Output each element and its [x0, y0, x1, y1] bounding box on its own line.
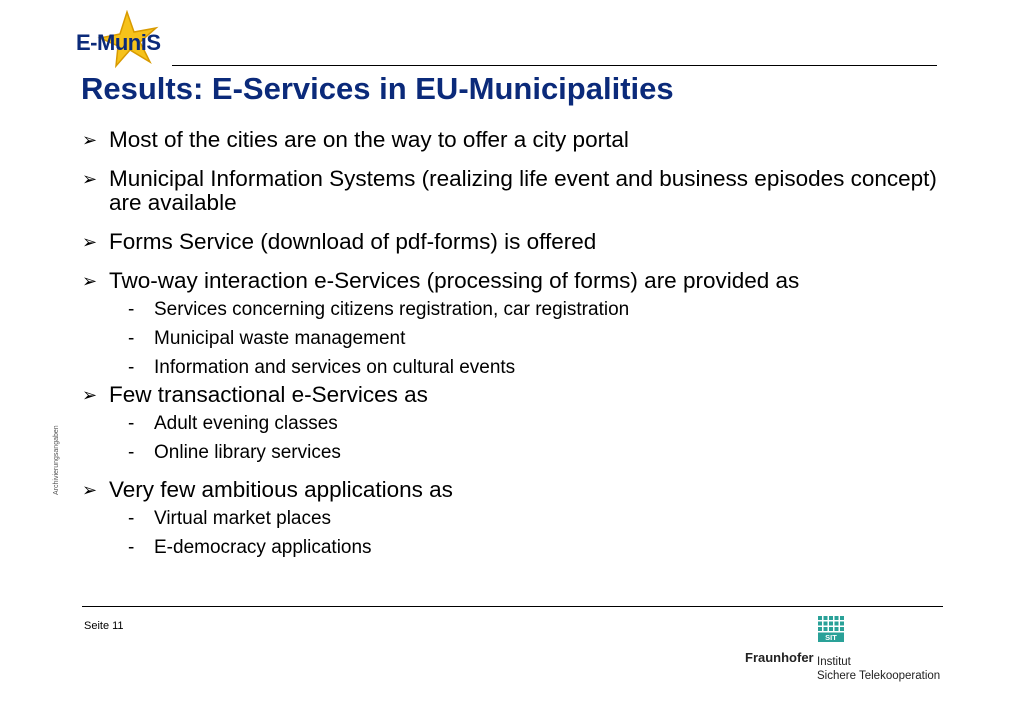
sub-bullet-item — [82, 299, 942, 321]
logo-text: E-MuniS — [76, 30, 161, 55]
sit-mark-text: SIT — [825, 633, 837, 642]
bullet-text: Most of the cities are on the way to offer a city portal — [109, 127, 629, 152]
dash-marker: - — [128, 328, 135, 349]
arrow-bullet-icon: ➢ — [82, 271, 98, 291]
arrow-bullet-icon: ➢ — [82, 480, 98, 500]
dash-marker: - — [128, 299, 135, 320]
arrow-bullet-icon: ➢ — [82, 169, 98, 189]
sub-bullet-text: E-democracy applications — [154, 537, 372, 558]
sub-bullet-item — [82, 328, 942, 350]
dash-marker: - — [128, 508, 135, 529]
sub-bullet-text: Adult evening classes — [154, 413, 338, 434]
bullet-item — [82, 128, 942, 152]
dash-marker: - — [128, 413, 135, 434]
bullet-text: Forms Service (download of pdf-forms) is offered — [109, 229, 597, 254]
page-number: Seite 11 — [84, 620, 124, 632]
institute-name — [817, 655, 940, 683]
e-munis-logo — [72, 10, 172, 72]
bullet-item — [82, 167, 942, 215]
sub-bullet-text: Information and services on cultural events — [154, 357, 516, 378]
sub-bullet-item — [82, 442, 942, 464]
arrow-bullet-icon: ➢ — [82, 232, 98, 252]
fraunhofer-name: Fraunhofer — [745, 650, 814, 665]
arrow-bullet-icon: ➢ — [82, 385, 98, 405]
dash-marker: - — [128, 537, 135, 558]
bullet-list — [82, 128, 942, 566]
bullet-text: Very few ambitious applications as — [109, 477, 453, 502]
sit-logo-icon — [818, 616, 844, 642]
arrow-bullet-icon: ➢ — [82, 130, 98, 150]
dash-marker: - — [128, 442, 135, 463]
sub-bullet-text: Municipal waste management — [154, 328, 406, 349]
sub-bullet-text: Services concerning citizens registration, car registration — [154, 299, 630, 320]
bullet-text: Two-way interaction e-Services (processing of forms) are provided as — [109, 268, 800, 293]
institute-line-1: Institut — [817, 656, 851, 668]
institute-line-2: Sichere Telekooperation — [817, 670, 941, 682]
header-divider — [172, 65, 937, 66]
slide-title: Results: E-Services in EU-Municipalities — [81, 71, 674, 106]
sub-bullet-item — [82, 537, 942, 559]
bullet-item — [82, 478, 942, 502]
sub-bullet-item — [82, 508, 942, 530]
sub-bullet-item — [82, 357, 942, 379]
archive-label: Archivierungsangaben — [53, 425, 60, 495]
sub-bullet-text: Virtual market places — [154, 508, 332, 529]
bullet-text: Few transactional e-Services as — [109, 382, 428, 407]
bullet-text: Municipal Information Systems (realizing life event and business episodes concept) are available — [109, 166, 937, 215]
bullet-item — [82, 230, 942, 254]
bullet-item — [82, 269, 942, 293]
sub-bullet-text: Online library services — [154, 442, 341, 463]
dash-marker: - — [128, 357, 135, 378]
bullet-item — [82, 383, 942, 407]
footer-divider — [82, 606, 943, 607]
sub-bullet-item — [82, 413, 942, 435]
